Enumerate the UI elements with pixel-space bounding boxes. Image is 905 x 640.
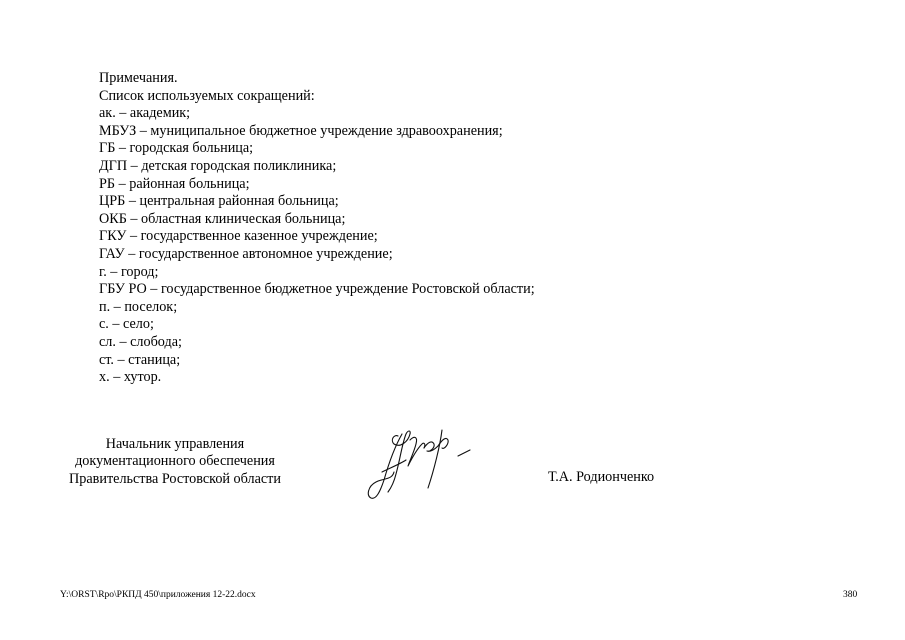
- abbreviation-item: МБУЗ – муниципальное бюджетное учреждение здравоохранения;: [99, 122, 503, 139]
- notes-section: [99, 70, 535, 387]
- signer-position: [50, 436, 300, 488]
- abbreviation-item: п. – поселок;: [99, 298, 178, 315]
- position-line: Правительства Ростовской области: [69, 470, 281, 487]
- abbreviation-item: ГБ – городская больница;: [99, 140, 254, 157]
- signer-name: Т.А. Родионченко: [548, 469, 655, 485]
- footer-file-path: Y:\ORST\Rpo\РКПД 450\приложения 12-22.docx: [60, 590, 256, 600]
- page-number: 380: [843, 590, 858, 600]
- abbreviations-heading: Список используемых сокращений:: [99, 87, 315, 104]
- abbreviation-item: ГКУ – государственное казенное учреждение;: [99, 228, 378, 245]
- notes-heading: Примечания.: [99, 70, 178, 86]
- abbreviation-item: ст. – станица;: [99, 351, 181, 368]
- abbreviation-item: ЦРБ – центральная районная больница;: [99, 193, 339, 210]
- abbreviation-item: ОКБ – областная клиническая больница;: [99, 210, 346, 227]
- abbreviation-item: ГАУ – государственное автономное учреждение;: [99, 245, 393, 262]
- abbreviation-item: г. – город;: [99, 263, 159, 280]
- abbreviation-item: ак. – академик;: [99, 105, 191, 122]
- position-line: Начальник управления: [105, 436, 245, 452]
- abbreviation-item: с. – село;: [99, 316, 154, 333]
- position-line: документационного обеспечения: [75, 453, 275, 470]
- abbreviation-item: ГБУ РО – государственное бюджетное учреждение Ростовской области;: [99, 281, 535, 298]
- abbreviation-item: РБ – районная больница;: [99, 175, 250, 192]
- abbreviation-item: сл. – слобода;: [99, 333, 182, 350]
- abbreviation-item: х. – хутор.: [99, 369, 162, 386]
- abbreviation-item: ДГП – детская городская поликлиника;: [99, 157, 337, 174]
- handwritten-signature: [364, 426, 480, 508]
